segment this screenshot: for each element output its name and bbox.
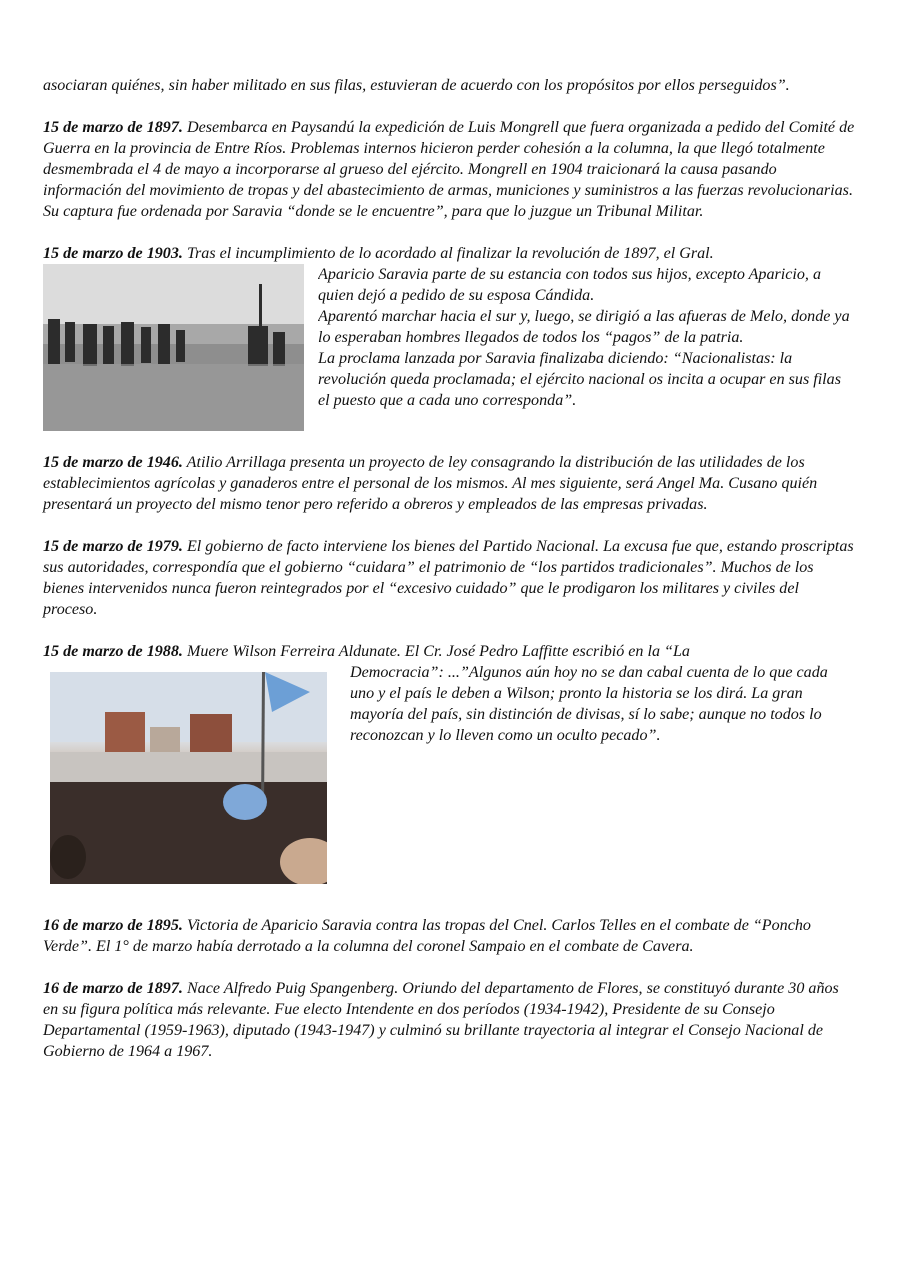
entry-1897-march-16: [43, 978, 855, 1062]
entry-date: 15 de marzo de 1897.: [43, 119, 183, 136]
entry-date: 16 de marzo de 1897.: [43, 980, 183, 997]
entry-1895-march-16: [43, 915, 855, 957]
side-text-1988: Democracia”: ...”Algunos aún hoy no se dan cabal cuenta de lo que cada uno y el país le deben a Wilson; pronto la historia se los dirá. La gran mayoría del país, sin distinción de divisas, sí lo sabe; aunque no todos lo reconozcan y lo lleven como un oculto pecado”.: [350, 664, 828, 744]
entry-text: Desembarca en Paysandú la expedición de Luis Mongrell que fuera organizada a pedido del Comité de Guerra en la provincia de Entre Ríos. Problemas internos hicieron perder cohesión a la columna, la que llegó totalmente desmembrada el 4 de mayo a incorporarse al grueso del ejército. Mongrell en 1904 traicionará la causa pasando información del movimiento de tropas y del abastecimiento de armas, municiones y suministros a las fuerzas revolucionarias. Su captura fue ordenada por Saravia “donde se le encuentre”, para que lo juzgue un Tribunal Militar.: [43, 119, 855, 220]
crowd-photo: [50, 672, 327, 884]
entry-date: 15 de marzo de 1988.: [43, 643, 183, 660]
entry-1897-march-15: [43, 117, 855, 222]
entry-1946-march-15: [43, 452, 855, 515]
entry-text: Victoria de Aparicio Saravia contra las tropas del Cnel. Carlos Telles en el combate de “Poncho Verde”. El 1° de marzo había derrotado a la columna del coronel Sampaio en el combate de Cavera.: [43, 917, 811, 955]
side-line: La proclama lanzada por Saravia finalizaba diciendo: “Nacionalistas: la revolución queda proclamada; el ejército nacional os incita a ocupar en sus filas el puesto que a cada uno corresponda”.: [318, 350, 841, 409]
entry-date: 15 de marzo de 1979.: [43, 538, 183, 555]
entry-text: Atilio Arrillaga presenta un proyecto de ley consagrando la distribución de las utilidades de los establecimientos agrícolas y ganaderos entre el personal de los mismos. Al mes siguiente, será Angel Ma. Cusano quién presentará un proyecto del mismo tenor pero referido a obreros y empleados de las empresas privadas.: [43, 454, 818, 513]
entry-date: 16 de marzo de 1895.: [43, 917, 183, 934]
entry-1988-march-15: [43, 641, 855, 884]
document-page: [43, 75, 855, 1083]
side-line: Aparicio Saravia parte de su estancia con todos sus hijos, excepto Aparicio, a quien dejó a pedido de su esposa Cándida.: [318, 266, 822, 304]
entry-1903-march-15: [43, 243, 855, 431]
entry-text: El gobierno de facto interviene los bienes del Partido Nacional. La excusa fue que, estando proscriptas sus autoridades, correspondía que el gobierno “cuidara” el patrimonio de “los partidos tradicionales”. Muchos de los bienes intervenidos nunca fueron reintegrados por el “excesivo cuidado” que le prodigaron los militares y civiles del proceso.: [43, 538, 854, 618]
entry-1979-march-15: [43, 536, 855, 620]
side-text-1903: [318, 264, 855, 411]
entry-text: Nace Alfredo Puig Spangenberg. Oriundo del departamento de Flores, se constituyó durante 30 años en su figura política más relevante. Fue electo Intendente en dos períodos (1934-1942), Presidente de su Consejo Departamental (1959-1963), diputado (1943-1947) y culminó su brillante trayectoria al integrar el Consejo Nacional de Gobierno de 1964 a 1967.: [43, 980, 839, 1060]
entry-date: 15 de marzo de 1903.: [43, 245, 183, 262]
intro-paragraph: asociaran quiénes, sin haber militado en sus filas, estuvieran de acuerdo con los propósitos por ellos perseguidos”.: [43, 77, 790, 94]
side-line: Aparentó marchar hacia el sur y, luego, se dirigió a las afueras de Melo, donde ya lo esperaban hombres llegados de todos los “pagos” de la patria.: [318, 308, 850, 346]
entry-text: Muere Wilson Ferreira Aldunate. El Cr. José Pedro Laffitte escribió en la “La: [182, 643, 690, 660]
entry-date: 15 de marzo de 1946.: [43, 454, 183, 471]
horsemen-photo: [43, 264, 304, 431]
entry-text: Tras el incumplimiento de lo acordado al finalizar la revolución de 1897, el Gral.: [182, 245, 714, 262]
